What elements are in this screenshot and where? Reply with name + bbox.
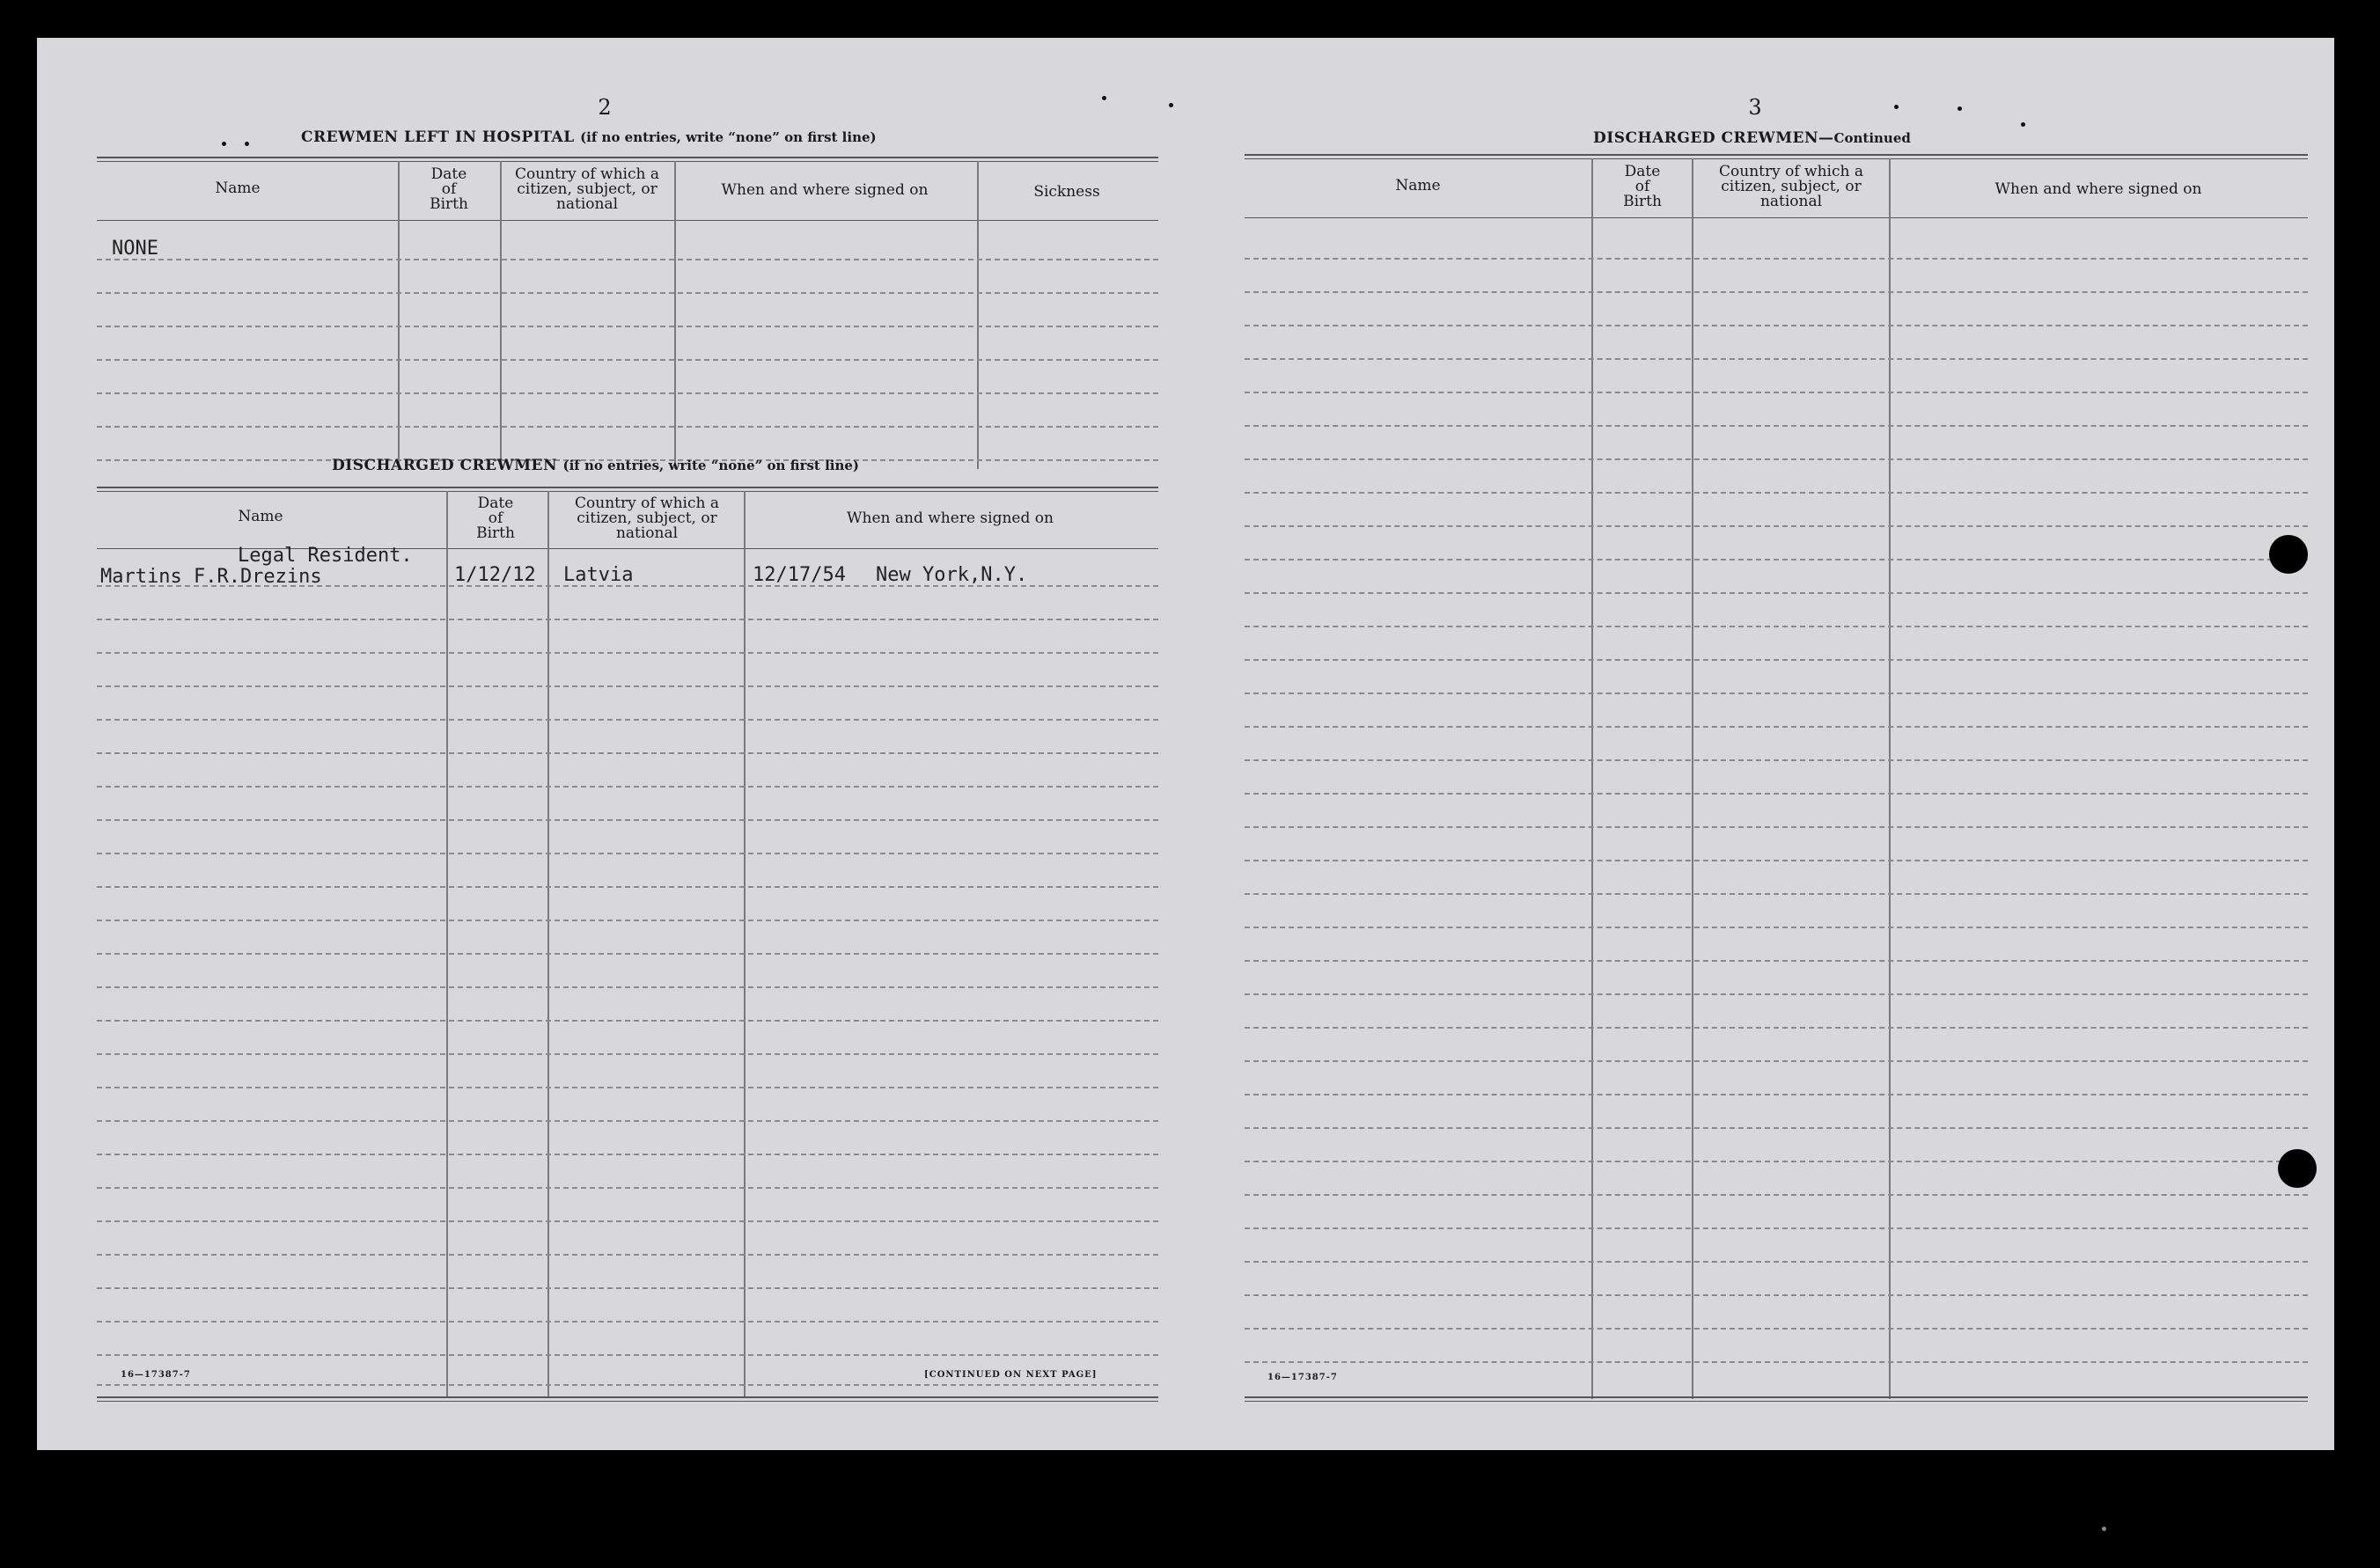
right-section-title — [1593, 129, 1911, 147]
right-bottom-rule — [1245, 1396, 2308, 1398]
discharged-row-line — [97, 853, 1158, 854]
right-row-line — [1245, 592, 2308, 594]
hospital-row-line — [97, 359, 1158, 361]
discharged-col-country: Country of which a citizen, subject, or national — [575, 495, 719, 542]
discharged-row-line — [97, 1287, 1158, 1289]
ink-speck — [1894, 105, 1899, 109]
right-row-line — [1245, 960, 2308, 962]
hospital-col-name: Name — [215, 180, 261, 197]
right-row-line — [1245, 1094, 2308, 1095]
right-top-rule-thin — [1245, 158, 2308, 159]
discharged-row-line — [97, 1321, 1158, 1323]
discharged-row-line — [97, 1220, 1158, 1222]
discharged-bottom-rule — [97, 1396, 1158, 1398]
discharged-row-line — [97, 1053, 1158, 1055]
right-divider — [1692, 158, 1693, 1399]
hospital-title-note: (if no entries, write “none” on first line) — [580, 129, 877, 145]
discharged-row-line — [97, 1354, 1158, 1356]
continued-note: [CONTINUED ON NEXT PAGE] — [924, 1370, 1098, 1380]
discharged-entry-country: Latvia — [563, 564, 634, 586]
right-title-note: Continued — [1833, 130, 1911, 146]
right-row-line — [1245, 1161, 2308, 1162]
discharged-col-name: Name — [238, 508, 283, 525]
discharged-row-line — [97, 752, 1158, 754]
hospital-col-signed-on: When and where signed on — [721, 181, 929, 199]
hospital-col-dob: Date of Birth — [430, 165, 468, 213]
discharged-row-line — [97, 953, 1158, 955]
hospital-header-rule — [97, 220, 1158, 221]
right-row-line — [1245, 1261, 2308, 1263]
right-col-dob: Date of Birth — [1623, 163, 1662, 210]
punch-hole — [2269, 535, 2308, 574]
right-row-line — [1245, 893, 2308, 895]
right-row-line — [1245, 659, 2308, 661]
right-row-line — [1245, 759, 2308, 761]
right-row-line — [1245, 927, 2308, 928]
right-title-main: DISCHARGED CREWMEN— — [1593, 129, 1834, 147]
hospital-section-title — [301, 128, 877, 146]
right-row-line — [1245, 726, 2308, 728]
right-row-line — [1245, 358, 2308, 360]
right-col-signed-on: When and where signed on — [1994, 180, 2202, 198]
right-col-country: Country of which a citizen, subject, or national — [1719, 163, 1863, 210]
discharged-row-line — [97, 1254, 1158, 1256]
discharged-row-line — [97, 986, 1158, 988]
discharged-row-line — [97, 886, 1158, 888]
hospital-row-line — [97, 326, 1158, 327]
discharged-divider — [446, 491, 448, 1397]
ink-speck — [2021, 122, 2025, 127]
right-row-line — [1245, 492, 2308, 494]
right-row-line — [1245, 793, 2308, 795]
hospital-row-line — [97, 392, 1158, 394]
ink-speck — [1169, 103, 1173, 107]
ink-speck — [222, 142, 226, 146]
discharged-col-dob: Date of Birth — [476, 495, 515, 542]
discharged-entry-note: Legal Resident. — [238, 545, 413, 567]
document-sheet — [37, 38, 2334, 1450]
hospital-divider — [674, 161, 676, 469]
discharged-row-line — [97, 1187, 1158, 1189]
right-row-line — [1245, 1294, 2308, 1296]
right-row-line — [1245, 559, 2308, 561]
right-bottom-rule-thin — [1245, 1401, 2308, 1402]
discharged-row-line — [97, 652, 1158, 654]
right-row-line — [1245, 993, 2308, 995]
discharged-entry-name: Martins F.R.Drezins — [100, 566, 322, 588]
right-row-line — [1245, 258, 2308, 260]
discharged-divider — [744, 491, 746, 1397]
hospital-divider — [500, 161, 502, 469]
right-form-number: 16—17387-7 — [1267, 1373, 1338, 1382]
right-top-rule — [1245, 154, 2308, 156]
right-row-line — [1245, 1060, 2308, 1062]
right-row-line — [1245, 626, 2308, 627]
right-row-line — [1245, 692, 2308, 694]
discharged-row-line — [97, 1087, 1158, 1088]
right-row-line — [1245, 1328, 2308, 1330]
discharged-entry-dob: 1/12/12 — [454, 564, 536, 586]
discharged-row-line — [97, 685, 1158, 687]
hospital-row-line — [97, 259, 1158, 260]
hospital-top-rule — [97, 157, 1158, 158]
punch-hole — [2278, 1149, 2317, 1188]
discharged-section-title — [332, 457, 859, 474]
right-row-line — [1245, 525, 2308, 527]
right-divider — [1591, 158, 1593, 1399]
hospital-title-main: CREWMEN LEFT IN HOSPITAL — [301, 128, 575, 146]
right-row-line — [1245, 392, 2308, 393]
hospital-row-line — [97, 426, 1158, 428]
right-col-name: Name — [1395, 177, 1441, 194]
hospital-col-country: Country of which a citizen, subject, or national — [515, 165, 659, 213]
discharged-row-line — [97, 786, 1158, 788]
right-header-rule — [1245, 217, 2308, 218]
discharged-row-line — [97, 719, 1158, 721]
discharged-entry-signed-place: New York,N.Y. — [876, 564, 1028, 586]
discharged-col-signed-on: When and where signed on — [847, 509, 1054, 527]
right-row-line — [1245, 325, 2308, 326]
right-row-line — [1245, 1127, 2308, 1129]
discharged-row-line — [97, 1384, 1158, 1386]
right-row-line — [1245, 458, 2308, 460]
right-page-number: 3 — [1748, 95, 1762, 120]
discharged-row-line — [97, 920, 1158, 921]
discharged-row-line — [97, 619, 1158, 620]
hospital-entry-name: NONE — [112, 238, 158, 260]
discharged-entry-signed-date: 12/17/54 — [753, 564, 846, 586]
discharged-row-line — [97, 1020, 1158, 1022]
ink-speck — [1102, 96, 1106, 100]
ink-speck — [2102, 1527, 2106, 1531]
right-row-line — [1245, 1027, 2308, 1029]
discharged-bottom-rule-thin — [97, 1401, 1158, 1402]
discharged-row-line — [97, 1154, 1158, 1155]
discharged-top-rule — [97, 487, 1158, 488]
right-row-line — [1245, 425, 2308, 427]
right-row-line — [1245, 291, 2308, 293]
discharged-title-note: (if no entries, write “none” on first line) — [562, 458, 860, 473]
hospital-top-rule-thin — [97, 161, 1158, 162]
hospital-col-sickness: Sickness — [1033, 183, 1100, 201]
hospital-row-line — [97, 292, 1158, 294]
right-row-line — [1245, 1194, 2308, 1196]
discharged-row-line — [97, 819, 1158, 821]
ink-speck — [245, 142, 249, 146]
left-page-number: 2 — [598, 95, 612, 120]
discharged-row-line — [97, 1120, 1158, 1122]
right-row-line — [1245, 1361, 2308, 1363]
hospital-divider — [977, 161, 979, 469]
discharged-divider — [547, 491, 549, 1397]
right-row-line — [1245, 860, 2308, 861]
discharged-top-rule-thin — [97, 491, 1158, 492]
hospital-divider — [398, 161, 400, 469]
ink-speck — [1958, 106, 1962, 111]
right-row-line — [1245, 826, 2308, 828]
discharged-title-main: DISCHARGED CREWMEN — [332, 457, 558, 474]
right-divider — [1889, 158, 1891, 1399]
right-row-line — [1245, 1227, 2308, 1229]
left-form-number: 16—17387-7 — [121, 1370, 191, 1380]
